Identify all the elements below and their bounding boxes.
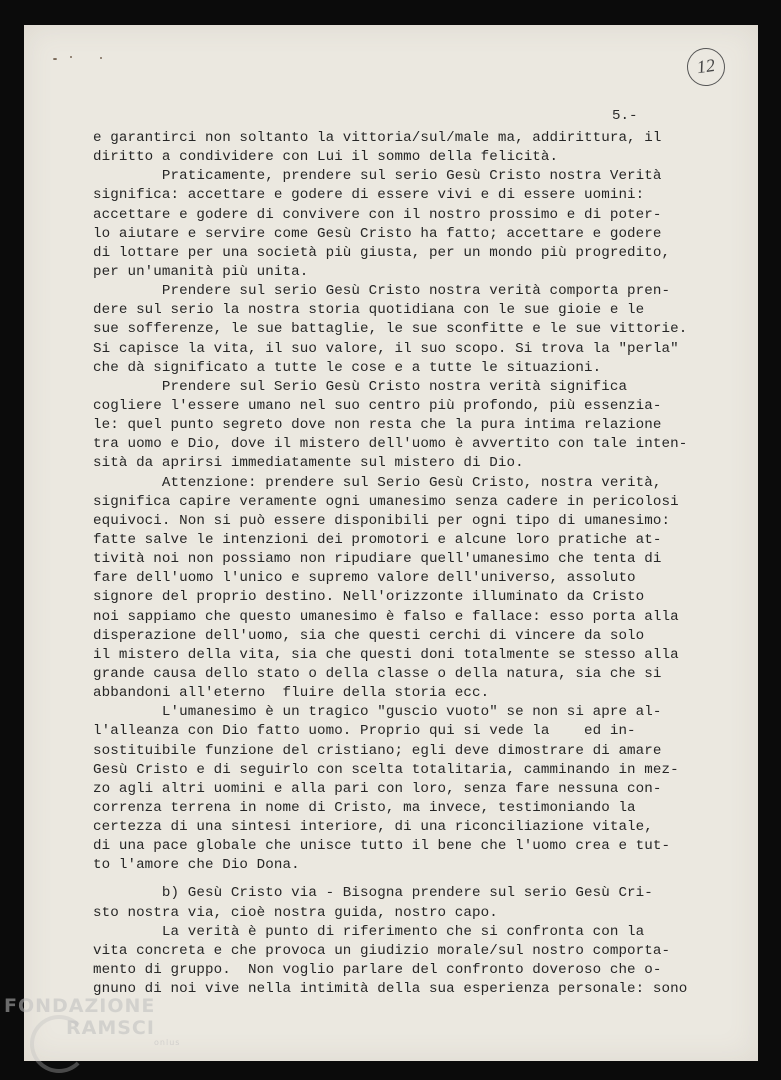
text-line: disperazione dell'uomo, sia che questi cerchi di vincere da solo [93, 627, 645, 644]
text-line: to l'amore che Dio Dona. [93, 857, 300, 874]
text-line: fatte salve le intenzioni dei promotori e alcune loro pratiche at- [93, 531, 662, 548]
paper-speck [53, 58, 57, 60]
handwritten-page-number: 12 [685, 46, 728, 89]
text-line: le: quel punto segreto dove non resta che la pura intima relazione [93, 417, 662, 434]
body-text [93, 129, 733, 999]
text-line: La verità è punto di riferimento che si confronta con la [93, 923, 645, 940]
text-line: signore del proprio destino. Nell'orizzonte illuminato da Cristo [93, 589, 645, 606]
text-line: Si capisce la vita, il suo valore, il suo scopo. Si trova la "perla" [93, 340, 679, 357]
watermark-line2: RAMSCI [66, 1017, 155, 1039]
text-line: sue sofferenze, le sue battaglie, le sue sconfitte e le sue vittorie. [93, 321, 688, 338]
text-line: di una pace globale che unisce tutto il bene che l'uomo crea e tut- [93, 838, 671, 855]
text-line: sità da aprirsi immediatamente sul mistero di Dio. [93, 455, 524, 472]
text-line: che dà significato a tutte le cose e a tutte le situazioni. [93, 359, 602, 376]
text-line: Prendere sul serio Gesù Cristo nostra verità comporta pren- [93, 283, 671, 300]
text-line: per un'umanità più unita. [93, 263, 309, 280]
text-line: cogliere l'essere umano nel suo centro più profondo, più essenzia- [93, 397, 662, 414]
text-line: noi sappiamo che questo umanesimo è falso e fallace: esso porta alla [93, 608, 679, 625]
text-line: Prendere sul Serio Gesù Cristo nostra verità significa [93, 378, 628, 395]
text-line: fare dell'uomo l'unico e supremo valore dell'universo, assoluto [93, 570, 636, 587]
text-line: gnuno di noi vive nella intimità della sua esperienza personale: sono [93, 981, 688, 998]
text-line: e garantirci non soltanto la vittoria/sul/male ma, addirittura, il [93, 130, 662, 146]
text-line: mento di gruppo. Non voglio parlare del confronto doveroso che o- [93, 962, 662, 979]
paper-speck [70, 56, 72, 58]
text-line: L'umanesimo è un tragico "guscio vuoto" se non si apre al- [93, 704, 662, 721]
text-line: b) Gesù Cristo via - Bisogna prendere sul serio Gesù Cri- [93, 885, 653, 902]
text-line: significa capire veramente ogni umanesimo senza cadere in pericolosi [93, 493, 679, 510]
text-line: vita concreta e che provoca un giudizio morale/sul nostro comporta- [93, 942, 671, 959]
page-number: 5.- [612, 108, 638, 124]
text-line: equivoci. Non si può essere disponibili per ogni tipo di umanesimo: [93, 512, 671, 529]
text-line: lo aiutare e servire come Gesù Cristo ha fatto; accettare e godere [93, 225, 662, 242]
text-line: Gesù Cristo e di seguirlo con scelta totalitaria, camminando in mez- [93, 761, 679, 778]
text-line: correnza terrena in nome di Cristo, ma invece, testimoniando la [93, 799, 636, 816]
text-line: abbandoni all'eterno fluire della storia ecc. [93, 685, 490, 702]
text-line: sto nostra via, cioè nostra guida, nostro capo. [93, 904, 498, 921]
text-section-b [93, 884, 733, 999]
text-line: tra uomo e Dio, dove il mistero dell'uomo è avvertito con tale inten- [93, 436, 688, 453]
text-line: il mistero della vita, sia che questi doni totalmente se stesso alla [93, 646, 679, 663]
text-line: significa: accettare e godere di essere vivi e di essere uomini: [93, 187, 645, 204]
paper-speck [100, 57, 102, 59]
watermark-line1: FONDAZIONE [4, 995, 156, 1017]
text-line: grande causa dello stato o della classe o della natura, sia che si [93, 665, 662, 682]
text-line: Praticamente, prendere sul serio Gesù Cristo nostra Verità [93, 168, 662, 185]
text-line: tività noi non possiamo non ripudiare quell'umanesimo che tenta di [93, 551, 662, 568]
text-line: certezza di una sintesi interiore, di una riconciliazione vitale, [93, 819, 653, 836]
text-section-main [93, 129, 733, 875]
text-line: diritto a condividere con Lui il sommo della felicità. [93, 149, 559, 166]
text-line: l'alleanza con Dio fatto uomo. Proprio qui si vede la ed in- [93, 723, 636, 740]
text-line: dere sul serio la nostra storia quotidiana con le sue gioie e le [93, 302, 645, 319]
text-line: Attenzione: prendere sul Serio Gesù Cristo, nostra verità, [93, 474, 662, 491]
text-line: sostituibile funzione del cristiano; egli deve dimostrare di amare [93, 742, 662, 759]
watermark-line3: onlus [154, 1038, 181, 1047]
text-line: di lottare per una società più giusta, per un mondo più progredito, [93, 244, 671, 261]
watermark [4, 995, 180, 1047]
text-line: zo agli altri uomini e alla pari con loro, senza fare nessuna con- [93, 780, 662, 797]
text-line: accettare e godere di convivere con il nostro prossimo e di poter- [93, 206, 662, 223]
